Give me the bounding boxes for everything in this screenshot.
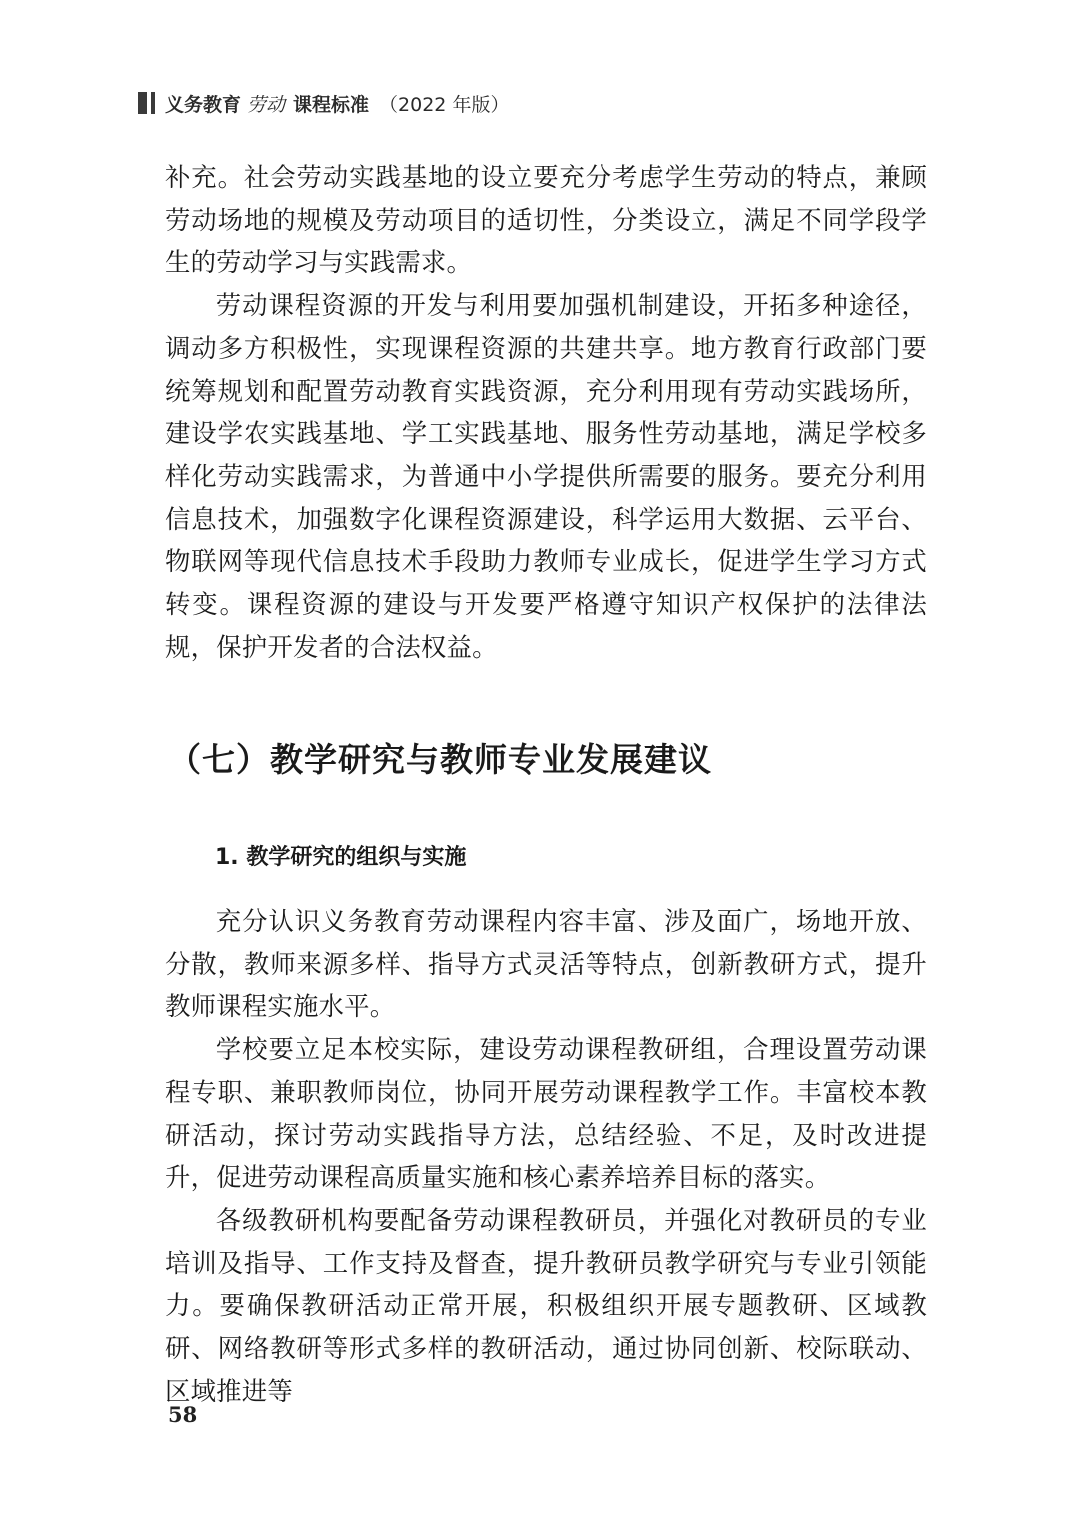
section-title: （七）教学研究与教师专业发展建议 [168,740,712,779]
paragraph: 补充。社会劳动实践基地的设立要充分考虑学生劳动的特点，兼顾劳动场地的规模及劳动项目的适切性，分类设立，满足不同学段学生的劳动学习与实践需求。 [165,162,927,278]
paragraph: 各级教研机构要配备劳动课程教研员，并强化对教研员的专业培训及指导、工作支持及督查，提升教研员教学研究与专业引领能力。要确保教研活动正常开展，积极组织开展专题教研、区域教研、网络教研等形式多样的教研活动，通过协同创新、校际联动、区域推进等 [165,1204,927,1406]
body-block-top [165,156,927,668]
page-number: 58 [168,1402,198,1427]
subsection-title: 1. 教学研究的组织与实施 [215,845,467,870]
body-block-bottom [165,900,927,1412]
header-title-subject: 劳动 [247,93,286,116]
header-edition: （2022 年版） [379,93,510,116]
paragraph: 学校要立足本校实际，建设劳动课程教研组，合理设置劳动课程专职、兼职教师岗位，协同开展劳动课程教学工作。丰富校本教研活动，探讨劳动实践指导方法，总结经验、不足，及时改进提升，促进劳动课程高质量实施和核心素养培养目标的落实。 [165,1034,927,1193]
paragraph: 劳动课程资源的开发与利用要加强机制建设，开拓多种途径，调动多方积极性，实现课程资源的共建共享。地方教育行政部门要统筹规划和配置劳动教育实践资源，充分利用现有劳动实践场所，建设学农实践基地、学工实践基地、服务性劳动基地，满足学校多样化劳动实践需求，为普通中小学提供所需要的服务。要充分利用信息技术，加强数字化课程资源建设，科学运用大数据、云平台、物联网等现代信息技术手段助力教师专业成长，促进学生学习方式转变。课程资源的建设与开发要严格遵守知识产权保护的法律法规，保护开发者的合法权益。 [165,290,927,662]
header-thin-bar [151,92,155,114]
header-title-part2: 课程标准 [293,93,370,116]
header-title-part1: 义务教育 [165,93,242,116]
paragraph: 充分认识义务教育劳动课程内容丰富、涉及面广，场地开放、分散，教师来源多样、指导方式灵活等特点，创新教研方式，提升教师课程实施水平。 [165,906,927,1022]
header-thick-bar [138,92,147,114]
header-bar-marks [138,92,155,114]
running-header [138,90,509,116]
